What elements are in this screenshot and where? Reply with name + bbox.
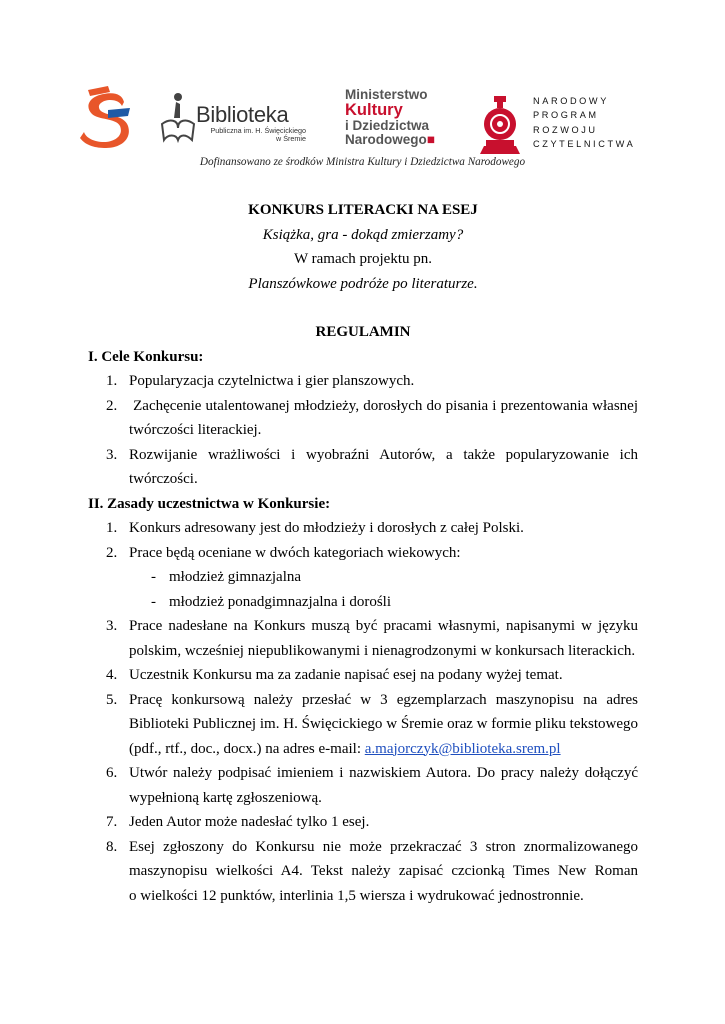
biblioteka-subtitle-line1: Publiczna im. H. Święcickiego <box>210 126 306 135</box>
mkidn-dot: ■ <box>426 132 435 147</box>
item-number: 6. <box>106 765 118 781</box>
mkidn-logo <box>345 88 465 150</box>
item-text-line2: Biblioteki Publicznej im. H. Święcickiego w Śremie oraz w formie pliku tekstowego <box>129 716 638 732</box>
mkidn-line2: Kultury <box>345 101 403 119</box>
item-text-line2: polskim, wcześniej niepublikowanymi i nienagrodzonymi w konkursach literackich. <box>129 642 636 659</box>
category-text: młodzież ponadgimnazjalna i dorośli <box>169 593 392 610</box>
book-reader-icon <box>158 88 196 146</box>
biblioteka-title: Biblioteka <box>196 102 289 127</box>
list-item <box>88 835 638 909</box>
item-number: 2. <box>106 544 118 561</box>
item-text-line1: Prace nadesłane na Konkurs muszą być pracami własnymi, napisanymi w języku <box>129 618 638 634</box>
srem-logo <box>78 84 134 150</box>
item-text: Konkurs adresowany jest do młodzieży i dorosłych z całej Polski. <box>129 520 524 536</box>
list-item <box>88 541 638 566</box>
mkidn-line4-wrap <box>345 133 465 147</box>
logo-header <box>0 0 725 160</box>
biblioteka-subtitle-line2: w Śremie <box>276 134 306 143</box>
project-name: Planszówkowe podróże po literaturze. <box>248 275 478 292</box>
item-number: 5. <box>106 691 118 708</box>
category-text: młodzież gimnazjalna <box>169 569 302 585</box>
regulamin-title: REGULAMIN <box>315 324 411 340</box>
item-number: 7. <box>106 814 118 830</box>
list-item <box>88 761 638 810</box>
nprcz-line2: PROGRAM <box>533 110 599 121</box>
category-item <box>88 590 638 615</box>
list-item <box>88 688 638 762</box>
section2-list <box>88 516 638 908</box>
list-item <box>88 443 638 492</box>
item-number: 1. <box>106 373 118 389</box>
item-text-line2: wypełnioną kartę zgłoszeniową. <box>129 789 322 806</box>
biblioteka-logo <box>158 86 308 148</box>
dash-bullet: - <box>151 569 156 585</box>
item-text-line2: twórczości literackiej. <box>129 422 262 438</box>
contest-subtitle: Książka, gra - dokąd zmierzamy? <box>262 226 464 243</box>
email-link[interactable]: a.majorczyk@biblioteka.srem.pl <box>364 740 561 757</box>
document-body <box>88 198 638 908</box>
category-item <box>88 565 638 590</box>
item-text-line3: o wielkości 12 punktów, interlinia 1,5 wiersza i wydrukować jednostronnie. <box>129 887 584 904</box>
item-text-line1: Pracę konkursową należy przesłać w 3 egzemplarzach maszynopisu na adres <box>129 691 638 708</box>
item-text-line1: Zachęcenie utalentowanej młodzieży, dorosłych do pisania i prezentowania własnej <box>129 397 638 414</box>
dash-bullet: - <box>151 593 156 610</box>
nprcz-logo-text <box>533 94 653 151</box>
item-number: 3. <box>106 618 118 634</box>
section1-list <box>88 369 638 492</box>
item-number: 3. <box>106 446 118 463</box>
biblioteka-subtitle <box>198 127 306 143</box>
nprcz-line4: CZYTELNICTWA <box>533 138 636 149</box>
item-text-line2: maszynopisu wielkości A4. Tekst należy zapisać czcionką Times New Roman <box>129 863 638 879</box>
email-prefix: (pdf., rtf., doc., docx.) na adres e-mail: <box>129 740 365 757</box>
item-text: Uczestnik Konkursu ma za zadanie napisać esej na podany wyżej temat. <box>129 667 563 683</box>
item-text-line2: twórczości. <box>129 471 198 487</box>
list-item <box>88 394 638 443</box>
list-item <box>88 663 638 688</box>
mkidn-line1: Ministerstwo <box>345 87 428 102</box>
funding-note: Dofinansowano ze środków Ministra Kultury i Dziedzictwa Narodowego <box>199 156 526 168</box>
item-text-line1: Utwór należy podpisać imieniem i nazwiskiem Autora. Do pracy należy dołączyć <box>129 765 638 781</box>
list-item <box>88 516 638 541</box>
item-text: Prace będą oceniane w dwóch kategoriach wiekowych: <box>129 544 461 561</box>
item-text-line1: Esej zgłoszony do Konkursu nie może przekraczać 3 stron znormalizowanego <box>129 838 638 855</box>
item-number: 2. <box>106 397 118 414</box>
project-intro: W ramach projektu pn. <box>293 251 432 267</box>
list-item <box>88 810 638 835</box>
section1-heading: I. Cele Konkursu: <box>88 348 204 365</box>
contest-title: KONKURS LITERACKI NA ESEJ <box>248 202 478 218</box>
section2-heading: II. Zasady uczestnictwa w Konkursie: <box>88 495 331 512</box>
nprcz-line1: NARODOWY <box>533 96 609 106</box>
item-number: 8. <box>106 838 118 855</box>
item-text: Jeden Autor może nadesłać tylko 1 esej. <box>129 814 370 830</box>
locomotive-icon <box>480 94 522 156</box>
item-number: 1. <box>106 520 118 536</box>
mkidn-line4: Narodowego <box>345 132 427 147</box>
list-item <box>88 369 638 394</box>
nprcz-line3: ROZWOJU <box>533 124 598 135</box>
item-text: Popularyzacja czytelnictwa i gier planszowych. <box>129 373 415 389</box>
item-text-line1: Rozwijanie wrażliwości i wyobraźni Autorów, a także popularyzowanie ich <box>129 446 638 463</box>
list-item <box>88 614 638 663</box>
item-number: 4. <box>106 667 118 683</box>
item-text-line3 <box>129 737 638 762</box>
mkidn-line3: i Dziedzictwa <box>345 118 430 133</box>
